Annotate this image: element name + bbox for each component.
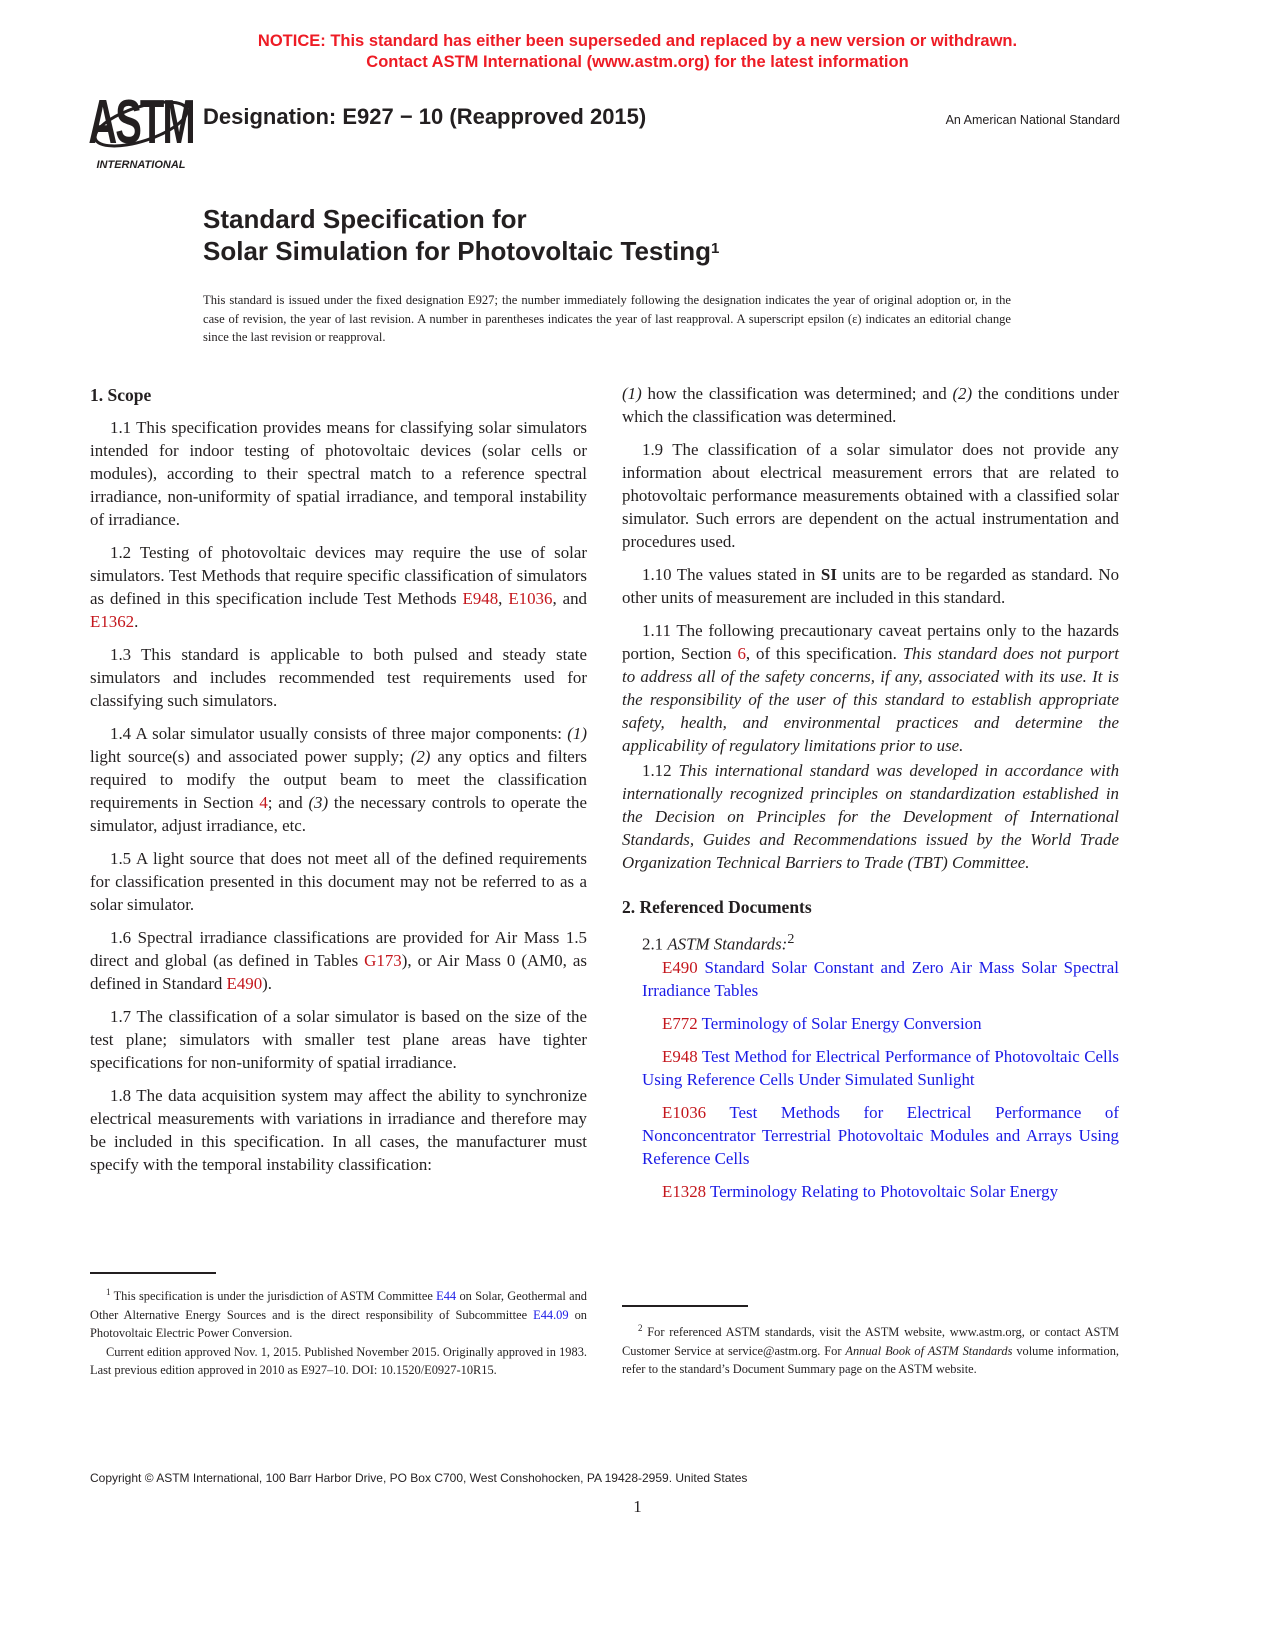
paragraph-1-6: 1.6 Spectral irradiance classifications are provided for Air Mass 1.5 direct and global (as defined in Tables G173), or Air Mass 0 (AM0, as defined in Standard E490). (90, 928, 587, 993)
astm-logo-icon (89, 84, 193, 172)
section-1-heading: 1. Scope (90, 385, 152, 405)
paragraph-1-5: 1.5 A light source that does not meet all of the defined requirements for classification presented in this document may not be referred to as a solar simulator. (90, 849, 587, 914)
title-line-1: Standard Specification for (203, 204, 527, 234)
document-title (203, 203, 719, 267)
paragraph-1-2: 1.2 Testing of photovoltaic devices may require the use of solar simulators. Test Methods that require specific classification of simulators as defined in this specification include Test Methods E948, E1036, and E1362. (90, 543, 587, 631)
paragraph-1-12: 1.12 This international standard was developed in accordance with internationally recognized principles on standardization established in the Decision on Principles for the Development of International Standards, Guides and Recommendations issued by the World Trade Organization Technical Barriers to Trade (TBT) Committee. (622, 761, 1120, 872)
page-number: 1 (633, 1497, 642, 1516)
notice-line-2: Contact ASTM International (www.astm.org) for the latest information (366, 53, 909, 71)
reference-title[interactable]: Test Method for Electrical Performance of Photovoltaic Cells Using Reference Cells Under Simulated Sunlight (642, 1046, 1120, 1089)
link-e44[interactable]: E44 (436, 1289, 457, 1304)
paragraph-1-8: 1.8 The data acquisition system may affect the ability to synchronize electrical measurements with variations in irradiance and therefore may be included in this specification. In all cases, the manufacturer must specify with the temporal instability classification: (90, 1086, 587, 1174)
link-g173[interactable]: G173 (364, 951, 402, 970)
paragraph-1-10: 1.10 The values stated in SI units are to be regarded as standard. No other units of measurement are included in this standard. (622, 565, 1120, 607)
paragraph-1-8-continued: (1) how the classification was determined; and (2) the conditions under which the classification was determined. (622, 384, 1119, 426)
copyright-line: Copyright © ASTM International, 100 Barr Harbor Drive, PO Box C700, West Conshohocken, PA 19428-2959. United States (90, 1471, 748, 1485)
referenced-documents-list (622, 956, 1119, 1203)
link-section-4[interactable]: 4 (259, 793, 268, 812)
reference-item[interactable] (622, 1180, 1119, 1203)
reference-code[interactable]: E948 (662, 1046, 698, 1066)
section-2-heading: 2. Referenced Documents (622, 897, 812, 917)
paragraph-1-7: 1.7 The classification of a solar simulator is based on the size of the test plane; simulators with smaller test plane areas have tighter specifications for non-uniformity of spatial irradiance. (90, 1007, 587, 1072)
paragraph-1-4: 1.4 A solar simulator usually consists of three major components: (1) light source(s) and associated power supply; (2) any optics and filters required to modify the output beam to meet the classification requirements in Section 4; and (3) the necessary controls to operate the simulator, adjust irradiance, etc. (90, 724, 587, 835)
designation: Designation: E927 − 10 (Reapproved 2015) (203, 104, 647, 129)
footnote-1: $^1$ This specification is under the jurisdiction of ASTM Committee E44 on Solar, Geothermal and Other Alternative Energy Sources and is the direct responsibility of Subcommittee E44.09 on Photovoltaic Electric Power Conversion. Current edition approved Nov. 1, 2015. Published November 2015. Originally approved in 1983. Last previous edition approved in 2010 as E927–10. DOI: 10.1520/E0927-10R15. (90, 1283, 587, 1380)
reference-title[interactable]: Test Methods for Electrical Performance of Nonconcentrator Terrestrial Photovoltaic Modules and Arrays Using Reference Cells (642, 1102, 1119, 1168)
link-e44-09[interactable]: E44.09 (533, 1307, 569, 1322)
reference-item[interactable] (622, 1045, 1119, 1091)
link-e1036[interactable]: E1036 (508, 589, 553, 608)
reference-code[interactable]: E1328 (662, 1181, 707, 1201)
boilerplate-paragraph: This standard is issued under the fixed designation E927; the number immediately following the designation indicates the year of original adoption or, in the case of revision, the year of last revision. A number in parentheses indicates the year of last reapproval. A superscript epsilon (ε) indicates an editorial change since the last revision or reapproval. (203, 293, 1011, 344)
paragraph-2-1: 2.1 ASTM Standards:$^2$ (642, 931, 795, 954)
reference-item[interactable] (622, 956, 1119, 1002)
reference-code[interactable]: E1036 (662, 1102, 707, 1122)
footnote-rule-right (622, 1305, 748, 1307)
paragraph-1-9: 1.9 The classification of a solar simulator does not provide any information about electrical measurement errors that are related to photovoltaic performance measurements obtained with a classified solar simulator. Such errors are dependent on the actual instrumentation and procedures used. (622, 440, 1119, 551)
reference-title[interactable]: Terminology Relating to Photovoltaic Solar Energy (710, 1181, 1059, 1201)
title-footnote-mark: 1 (711, 240, 720, 257)
right-column (622, 382, 1119, 1213)
footnote-2: $^2$ For referenced ASTM standards, visit the ASTM website, www.astm.org, or contact ASTM Customer Service at service@astm.org. For Annual Book of ASTM Standards volume information, refer to the standard’s Document Summary page on the ASTM website. (622, 1323, 1119, 1377)
svg-text:ASTM: ASTM (89, 88, 193, 158)
link-e1362[interactable]: E1362 (90, 612, 135, 631)
american-national-standard-label: An American National Standard (945, 113, 1120, 127)
svg-text:INTERNATIONAL: INTERNATIONAL (96, 159, 186, 171)
withdrawal-notice (0, 31, 1275, 73)
reference-item[interactable] (622, 1101, 1119, 1170)
paragraph-1-3: 1.3 This standard is applicable to both pulsed and steady state simulators and includes recommended test requirements used for classifying such simulators. (90, 645, 587, 710)
link-e490[interactable]: E490 (226, 974, 263, 993)
link-section-6[interactable]: 6 (737, 644, 746, 663)
edition-note: Current edition approved Nov. 1, 2015. Published November 2015. Originally approved in 1983. Last previous edition approved in 2010 as E927–10. DOI: 10.1520/E0927-10R15. (90, 1344, 587, 1378)
paragraph-1-1: 1.1 This specification provides means for classifying solar simulators intended for indoor testing of photovoltaic devices (solar cells or modules), according to their spectral match to a reference spectral irradiance, non-uniformity of spatial irradiance, and temporal instability of irradiance. (90, 418, 587, 529)
link-e948[interactable]: E948 (462, 589, 499, 608)
reference-title[interactable]: Standard Solar Constant and Zero Air Mass Solar Spectral Irradiance Tables (642, 957, 1119, 1000)
reference-title[interactable]: Terminology of Solar Energy Conversion (701, 1013, 982, 1033)
reference-code[interactable]: E772 (662, 1013, 698, 1033)
reference-item[interactable] (622, 1012, 1119, 1035)
paragraph-1-11: 1.11 The following precautionary caveat pertains only to the hazards portion, Section 6, of this specification. This standard does not purport to address all of the safety concerns, if any, associated with its use. It is the responsibility of the user of this standard to establish appropriate safety, health, and environmental practices and determine the applicability of regulatory limitations prior to use. (622, 621, 1119, 755)
reference-code[interactable]: E490 (662, 957, 698, 977)
left-column (90, 384, 587, 1176)
footnote-rule-left (90, 1272, 216, 1274)
notice-line-1: NOTICE: This standard has either been superseded and replaced by a new version or withdrawn. (257, 32, 1018, 50)
astm-logo (89, 84, 193, 172)
title-line-2: Solar Simulation for Photovoltaic Testing$^1$ (203, 236, 720, 266)
